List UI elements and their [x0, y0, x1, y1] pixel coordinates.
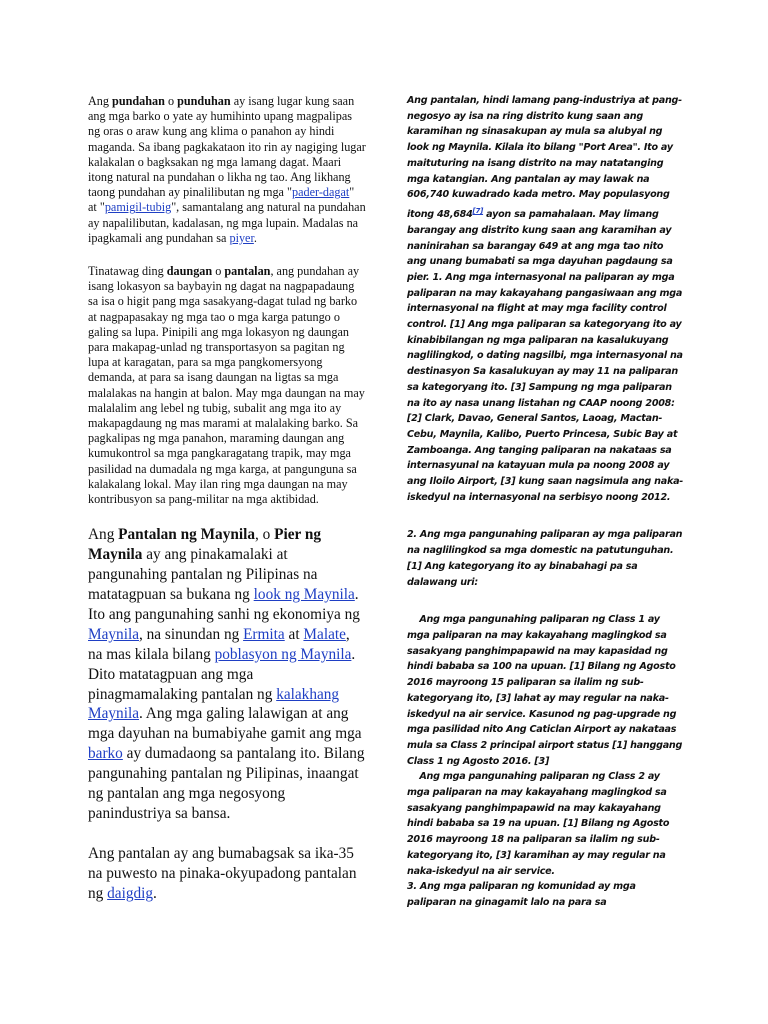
link-malate[interactable]: Malate	[303, 625, 346, 643]
link-ermita[interactable]: Ermita	[243, 625, 285, 643]
link-barko[interactable]: barko	[88, 745, 123, 763]
link-look-ng-maynila[interactable]: look ng Maynila	[253, 586, 355, 603]
link-maynila[interactable]: Maynila	[88, 625, 139, 643]
left-column	[88, 94, 366, 924]
daungan-paragraph: Tinatawag ding daungan o pantalan, ang pundahan ay isang lokasyon sa baybayin ng dagat na nagpapadaung sa isa o higit pang mga sasakyang-dagat tulad ng barko at nagpapasakay ng mga tao o mga karga patungo o galing sa lupa. Pinipili ang mga lokasyon ng daungan para makapag-unlad ng transportasyon sa pagitan ng lupa at karagatan, para sa mga pangkomersyong demanda, at para sa isang daungan na ligtas sa mga malalakas na hangin at balon. May mga daungan na may malalalim ang lebel ng tubig, subalit ang mga ito ay makapagdaung ng mas marami at malalaking barko. Sa pagkalipas ng mga panahon, maraming daungan ang kumukontrol sa mga pangkaragatang trapik, may mga pasilidad na dumadala ng mga karga, at pangunguna sa kalakalang lokal. May ilan ring mga daungan na may kontribusyon sa pang-militar na mga aktibidad.	[88, 264, 365, 507]
ranking-paragraph: Ang pantalan ay ang bumabagsak sa ika-35 na puwesto na pinaka-okyupadong pantalan ng daigdig.	[88, 844, 357, 902]
link-piyer[interactable]: piyer	[229, 230, 254, 245]
link-daigdig[interactable]: daigdig	[107, 884, 154, 902]
port-area-paragraph: Ang pantalan, hindi lamang pang-industriya at pang-negosyo ay isa na ring distrito kung saan ang karamihan ng sinasakupan ay mula sa alubyal ng look ng Maynila. Kilala ito bilang "Port Area". Ito ay maituturing na isang distrito na may natatanging mga katangian. Ang pantalan ay may lawak na 606,740 kuwadrado kada metro. May populasyong itong 48,684[7] ayon sa pamahalaan. May limang barangay ang distrito kung saan ang karamihan ay naninirahan sa barangay 649 at ang mga tao nito ang unang bumabati sa mga dayuhan pagdaung sa pier. 1. Ang mga internasyonal na paliparan ay mga paliparan na may kakayahang pangasiwaan ang mga internasyonal na flight at may mga facility control control. [1] Ang mga paliparan sa kategoryang ito ay kinabibilangan ng mga paliparan na kasalukuyang naglilingkod, o dating nagsilbi, mga internasyonal na destinasyon Sa kasalukuyan ay may 11 na paliparan sa kategoryang ito. [3] Sampung ng mga paliparan na ito ay nasa unang listahan ng CAAP noong 2008: [2] Clark, Davao, General Santos, Laoag, Mactan-Cebu, Maynila, Kalibo, Puerto Princesa, Subic Bay at Zamboanga. Ang tanging paliparan na nakataas sa internasyunal na katayuan mula pa noong 2008 ay ang Iloilo Airport, [3] kung saan nagsimula ang naka-iskedyul na internasyonal na serbisyo noong 2012.	[407, 95, 686, 503]
link-kalakhang-maynila[interactable]: kalakhang Maynila	[88, 685, 340, 723]
pangunahing-paliparan-paragraph: 2. Ang mga pangunahing paliparan ay mga paliparan na naglilingkod sa mga domestic na patutunguhan. [1] Ang kategoryang ito ay binabahagi pa sa dalawang uri:	[407, 529, 686, 588]
right-column	[407, 93, 685, 911]
class-1-paragraph: Ang mga pangunahing paliparan ng Class 1 ay mga paliparan na may kakayahang maglingkod sa sasakyang panghimpapawid na may kapasidad ng hindi bababa sa 100 na upuan. [1] Bilang ng Agosto 2016 mayroong 15 paliparan sa ilalim ng sub-kategoryang ito, [3] lahat ay may regular na naka-iskedyul na air service. Kasunod ng pag-upgrade ng mga pasilidad nito Ang Caticlan Airport ay nakataas mula sa Class 2 principal airport status [1] hanggang Class 1 ng Agosto 2016. [3]	[407, 614, 686, 767]
pundahan-paragraph: Ang pundahan o punduhan ay isang lugar kung saan ang mga barko o yate ay humihinto upang magpalipas ng oras o araw kung ang klima o panahon ay hindi maganda. Sa ibang pagkakataon ito rin ay nagiging lugar kalakalan o bagksakan ng mga lamang dagat. Maari itong natural na pundahan o likha ng tao. Ang likhang taong pundahan ay pinalilibutan ng mga "pader-dagat" at "pamigil-tubig", samantalang ang natural na pundahan ay napalilibutan, kadalasan, ng mga lupain. Madalas na ipagkamali ang pundahan sa piyer.	[88, 94, 366, 245]
class-2-paragraph: Ang mga pangunahing paliparan ng Class 2 ay mga paliparan na may kakayahang maglingkod sa sasakyang panghimpapawid na may kakayahang hindi bababa sa 19 na upuan. [1] Bilang ng Agosto 2016 mayroong 18 na paliparan sa ilalim ng sub-kategoryang ito, [3] karamihan ay may regular na naka-iskedyul na air service.	[407, 771, 673, 877]
link-pader-dagat[interactable]: pader-dagat	[292, 185, 350, 200]
link-pamigil-tubig[interactable]: pamigil-tubig	[104, 200, 172, 215]
reference-link[interactable]: [7]	[472, 206, 484, 215]
link-poblasyon-ng-maynila[interactable]: poblasyon ng Maynila	[214, 645, 352, 663]
pantalan-ng-maynila-paragraph: Ang Pantalan ng Maynila, o Pier ng Maynila ay ang pinakamalaki at pangunahing pantalan ng Pilipinas na matatagpuan sa bukana ng look ng Maynila. Ito ang pangunahing sanhi ng ekonomiya ng Maynila, na sinundan ng Ermita at Malate, na mas kilala bilang poblasyon ng Maynila. Dito matatagpuan ang mga pinagmamalaking pantalan ng kalakhang Maynila. Ang mga galing lalawigan at ang mga dayuhan na bumabiyahe gamit ang mga barko ay dumadaong sa pantalang ito. Bilang pangunahing pantalan ng Pilipinas, inaangat ng pantalan ang mga negosyong panindustriya sa bansa.	[88, 526, 365, 822]
komunidad-paragraph: 3. Ang mga paliparan ng komunidad ay mga paliparan na ginagamit lalo na para sa	[407, 881, 639, 908]
